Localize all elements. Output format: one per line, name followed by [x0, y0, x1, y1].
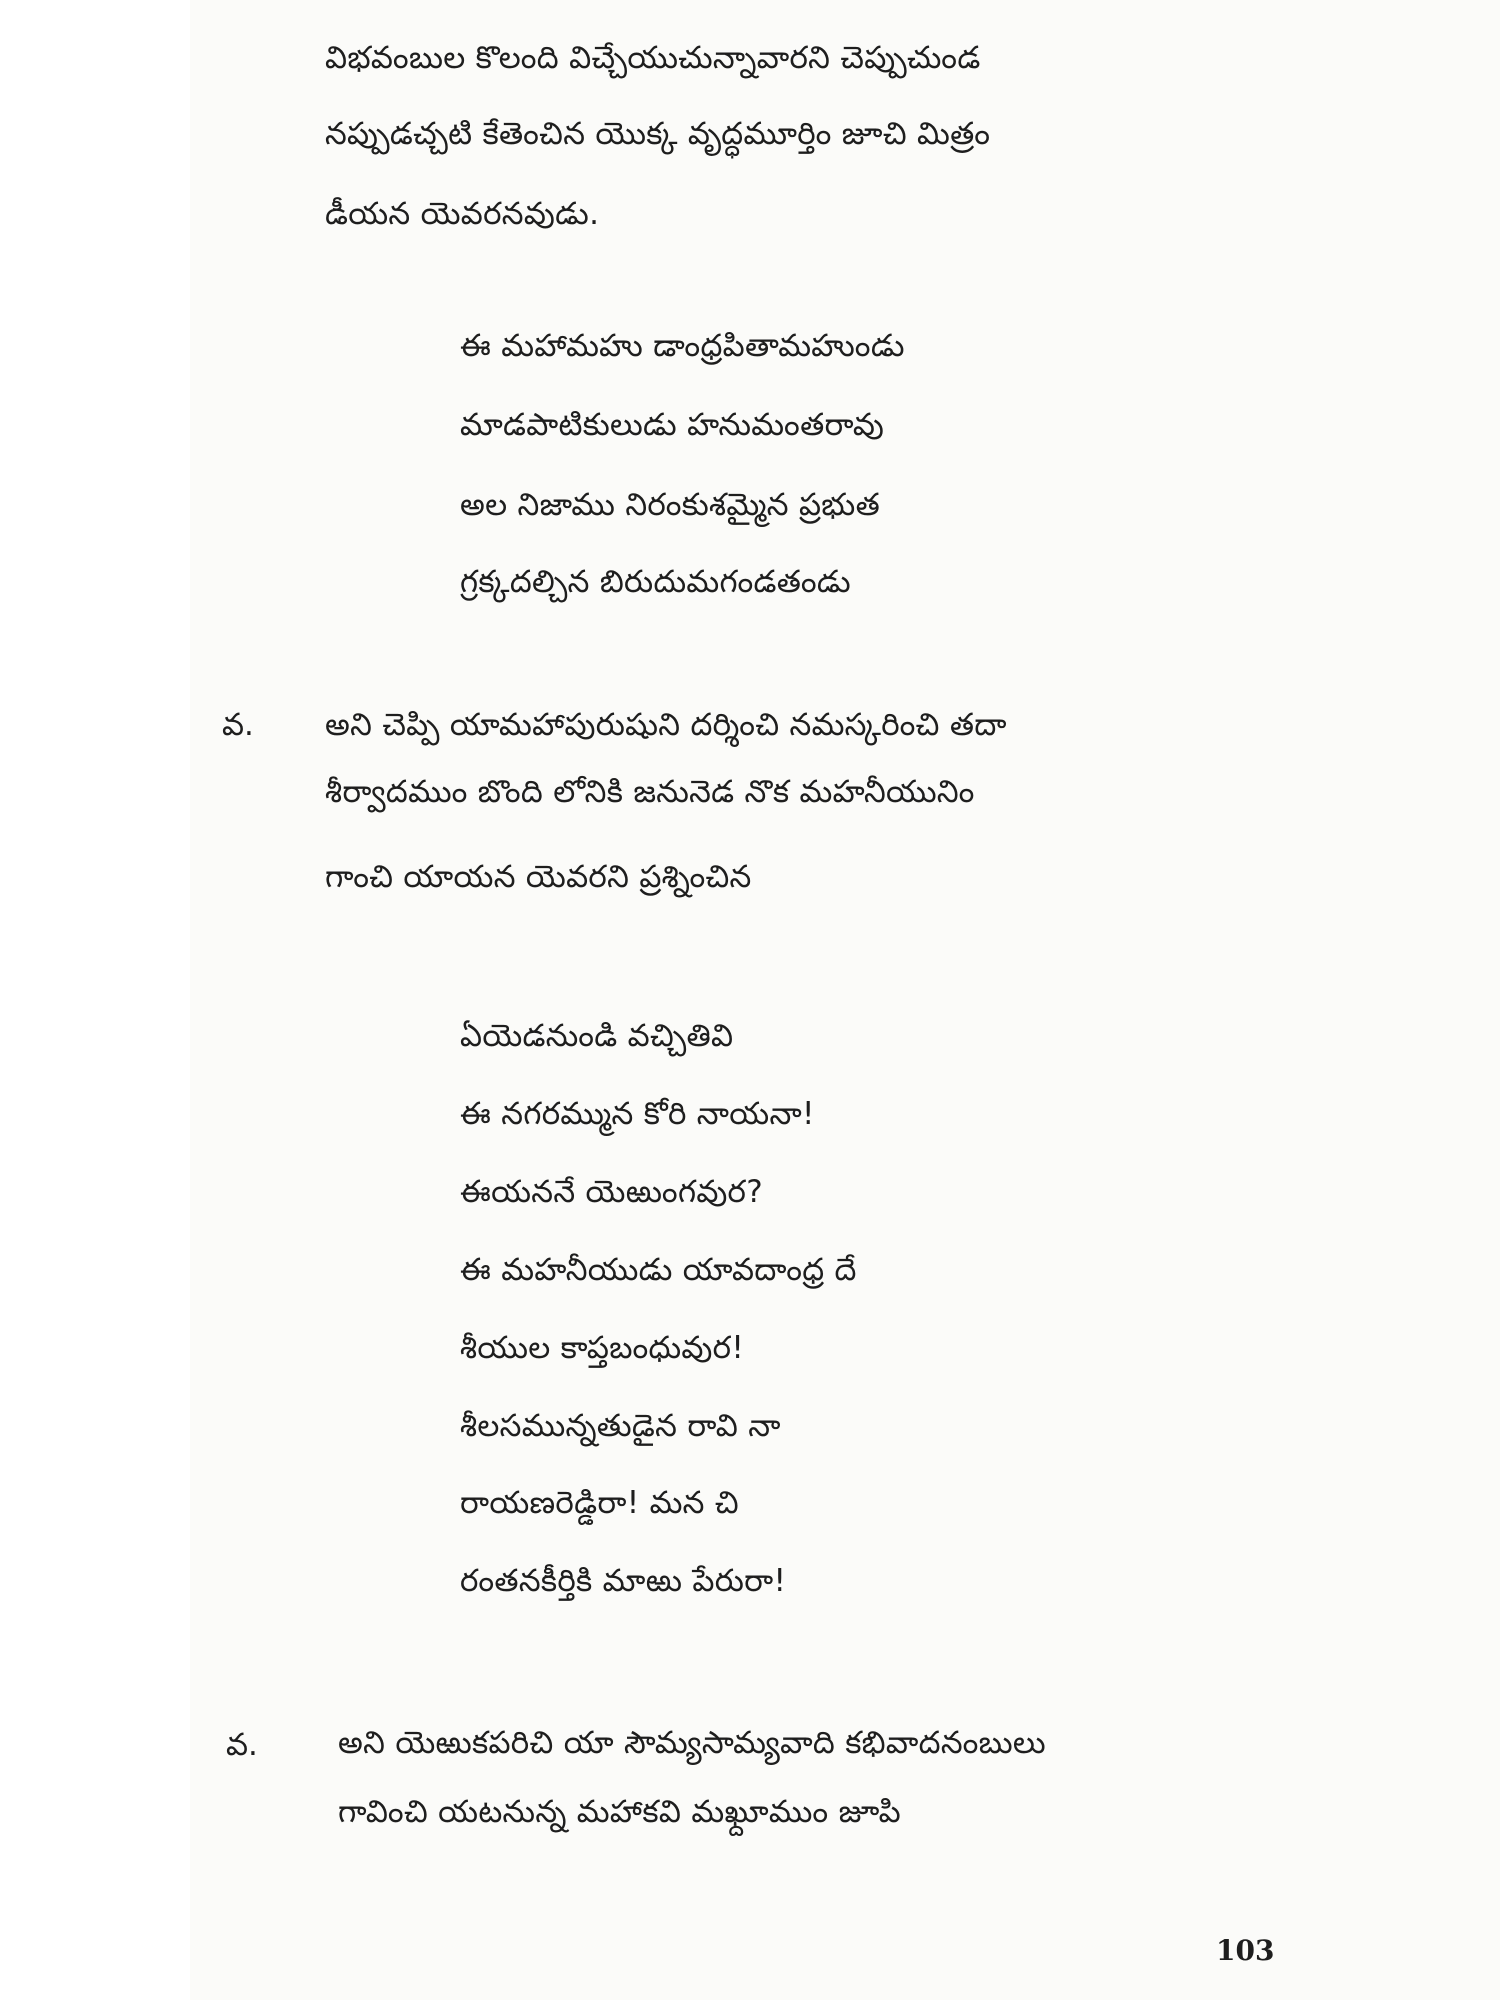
- prose-line: డీయన యెవరనవుడు.: [325, 196, 600, 232]
- prose-line: శీర్వాదముం బొంది లోనికి జనునెడ నొక మహనీయునిం: [325, 774, 975, 810]
- verse-line: శీయుల కాప్తబంధువుర!: [460, 1330, 745, 1366]
- prose-marker: వ.: [222, 707, 254, 743]
- prose-marker: వ.: [226, 1727, 258, 1763]
- prose-line: గాంచి యాయన యెవరని ప్రశ్నించిన: [325, 859, 752, 895]
- verse-line: రాయణరెడ్డిరా! మన చి: [460, 1485, 739, 1521]
- verse-line: శీలసమున్నతుడైన రావి నా: [460, 1408, 781, 1444]
- verse-line: గ్రక్కదల్చిన బిరుదుమగండతండు: [460, 564, 851, 600]
- page-number: 103: [1216, 1934, 1275, 1967]
- verse-line: అల నిజాము నిరంకుశమ్మైన ప్రభుత: [460, 487, 880, 523]
- verse-line: ఈ నగరమ్మున కోరి నాయనా!: [460, 1096, 815, 1132]
- prose-line: గావించి యటనున్న మహాకవి మఖ్దూముం జూపి: [338, 1794, 901, 1830]
- prose-line: విభవంబుల కొలంది విచ్చేయుచున్నావారని చెప్పుచుండ: [325, 40, 981, 76]
- verse-line: మాడపాటికులుడు హనుమంతరావు: [460, 407, 885, 443]
- verse-line: ఏయెడనుండి వచ్చితివి: [460, 1018, 734, 1054]
- prose-line: అని యెఱుకపరిచి యా సౌమ్యసామ్యవాది కభివాదనంబులు: [338, 1725, 1046, 1761]
- prose-line: నప్పుడచ్చటి కేతెంచిన యొక్క వృద్ధమూర్తిం జూచి మిత్రం: [325, 116, 991, 152]
- verse-line: రంతనకీర్తికి మాఱు పేరురా!: [460, 1563, 787, 1599]
- page-gutter: [0, 0, 190, 2000]
- prose-line: అని చెప్పి యామహాపురుషుని దర్శించి నమస్కరించి తదా: [325, 707, 1007, 743]
- verse-line: ఈ మహనీయుడు యావదాంధ్ర దే: [460, 1252, 857, 1288]
- verse-line: ఈయననే యెఱుంగవుర?: [460, 1174, 763, 1210]
- verse-line: ఈ మహామహు డాంధ్రపితామహుండు: [460, 328, 905, 364]
- book-page: [190, 0, 1500, 2000]
